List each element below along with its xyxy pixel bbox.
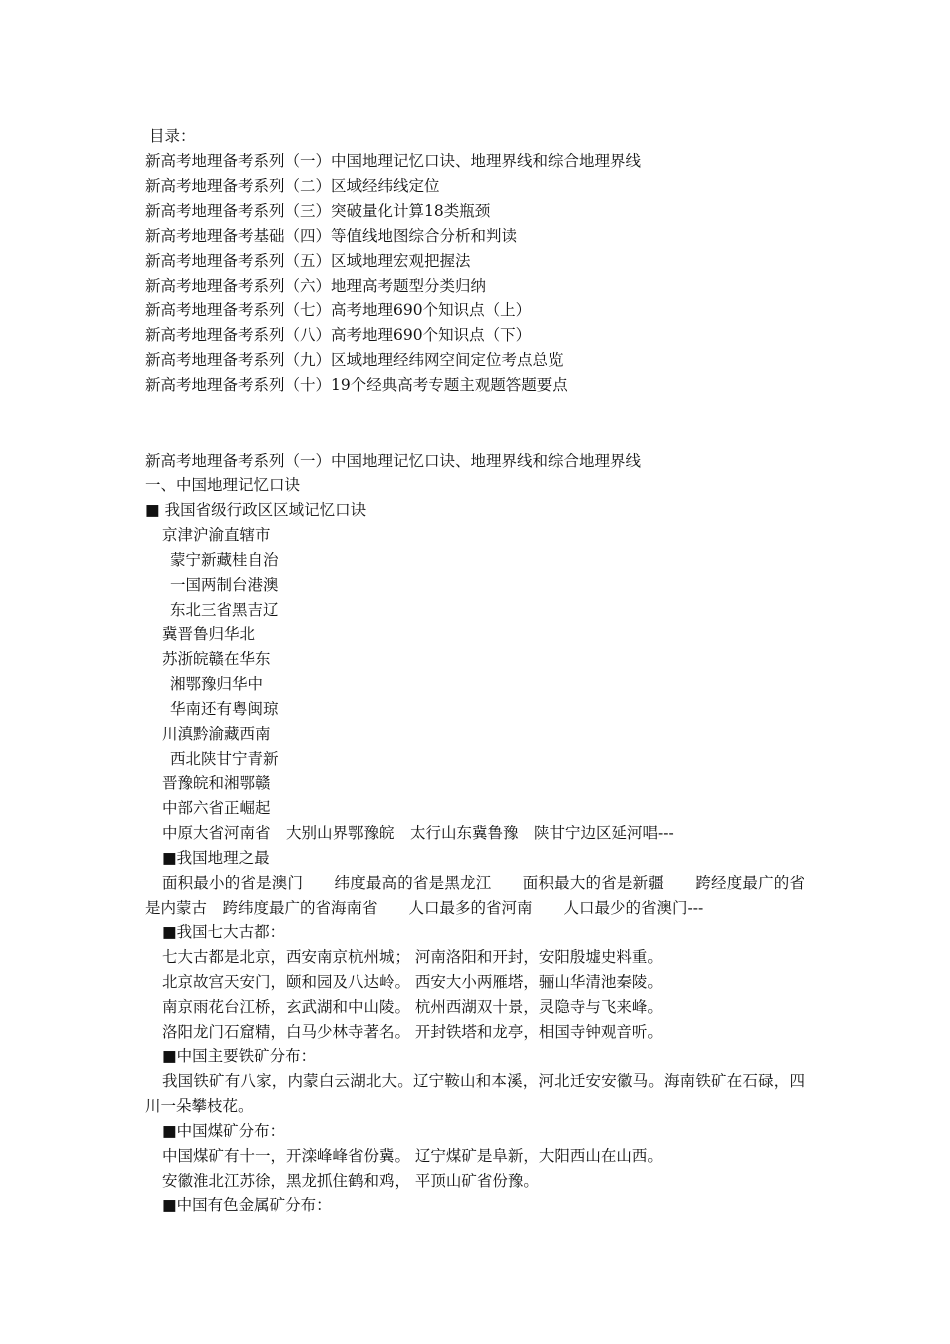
superlatives-heading: ■我国地理之最 [162,849,270,867]
mnemonic-line: 蒙宁新藏桂自治 [170,551,279,569]
provinces-heading: ■ 我国省级行政区区域记忆口诀 [145,501,367,519]
toc-item[interactable]: 新高考地理备考系列（七）高考地理690个知识点（上） [145,301,532,319]
mnemonic-line: 西北陕甘宁青新 [170,750,279,768]
mnemonic-line: 冀晋鲁归华北 [162,625,256,643]
mnemonic-line: 苏浙皖赣在华东 [162,650,271,668]
capitals-line: 南京雨花台江桥，玄武湖和中山陵。 杭州西湖双十景，灵隐寺与飞来峰。 [162,998,663,1016]
coal-heading: ■中国煤矿分布： [162,1122,286,1140]
mnemonic-line: 一国两制台港澳 [170,576,279,594]
toc-item[interactable]: 新高考地理备考系列（一）中国地理记忆口诀、地理界线和综合地理界线 [145,152,642,170]
toc-heading: 目录： [149,127,196,145]
capitals-heading: ■我国七大古都： [162,923,286,941]
capitals-line: 七大古都是北京，西安南京杭州城； 河南洛阳和开封，安阳殷墟史料重。 [162,948,663,966]
mnemonic-line: 中原大省河南省 大别山界鄂豫皖 太行山东冀鲁豫 陕甘宁边区延河唱--- [162,824,674,842]
superlatives-paragraph: 面积最小的省是澳门 纬度最高的省是黑龙江 面积最大的省是新疆 跨经度最广的省是内蒙古 跨纬度最广的省海南省 人口最多的省河南 人口最少的省澳门--- [145,874,805,917]
section-title: 新高考地理备考系列（一）中国地理记忆口诀、地理界线和综合地理界线 [145,452,642,470]
toc-item[interactable]: 新高考地理备考基础（四）等值线地图综合分析和判读 [145,227,518,245]
toc-item[interactable]: 新高考地理备考系列（五）区域地理宏观把握法 [145,252,471,270]
mnemonic-line: 东北三省黑吉辽 [170,601,279,619]
toc-item[interactable]: 新高考地理备考系列（八）高考地理690个知识点（下） [145,326,532,344]
iron-paragraph: 我国铁矿有八家，内蒙白云湖北大。辽宁鞍山和本溪，河北迁安安徽马。海南铁矿在石碌，四川一朵攀枝花。 [145,1072,805,1115]
mnemonic-line: 华南还有粤闽琼 [170,700,279,718]
mnemonic-line: 中部六省正崛起 [162,799,271,817]
coal-line: 中国煤矿有十一，开滦峰峰省份冀。 辽宁煤矿是阜新，大阳西山在山西。 [162,1147,663,1165]
nonferrous-heading: ■中国有色金属矿分布： [162,1196,332,1214]
toc-item[interactable]: 新高考地理备考系列（九）区域地理经纬网空间定位考点总览 [145,351,564,369]
capitals-line: 洛阳龙门石窟精，白马少林寺著名。 开封铁塔和龙亭，相国寺钟观音听。 [162,1023,663,1041]
toc-item[interactable]: 新高考地理备考系列（十）19个经典高考专题主观题答题要点 [145,376,568,394]
mnemonic-line: 湘鄂豫归华中 [170,675,264,693]
coal-line: 安徽淮北江苏徐，黑龙抓住鹤和鸡， 平顶山矿省份豫。 [162,1172,539,1190]
iron-heading: ■中国主要铁矿分布： [162,1047,317,1065]
capitals-line: 北京故宫天安门，颐和园及八达岭。 西安大小两雁塔，骊山华清池秦陵。 [162,973,663,991]
toc-item[interactable]: 新高考地理备考系列（六）地理高考题型分类归纳 [145,277,487,295]
mnemonic-line: 京津沪渝直辖市 [162,526,271,544]
mnemonic-line: 川滇黔渝藏西南 [162,725,271,743]
mnemonic-line: 晋豫皖和湘鄂赣 [162,774,271,792]
subsection-title: 一、中国地理记忆口诀 [145,476,301,494]
toc-item[interactable]: 新高考地理备考系列（二）区域经纬线定位 [145,177,440,195]
toc-item[interactable]: 新高考地理备考系列（三）突破量化计算18类瓶颈 [145,202,491,220]
